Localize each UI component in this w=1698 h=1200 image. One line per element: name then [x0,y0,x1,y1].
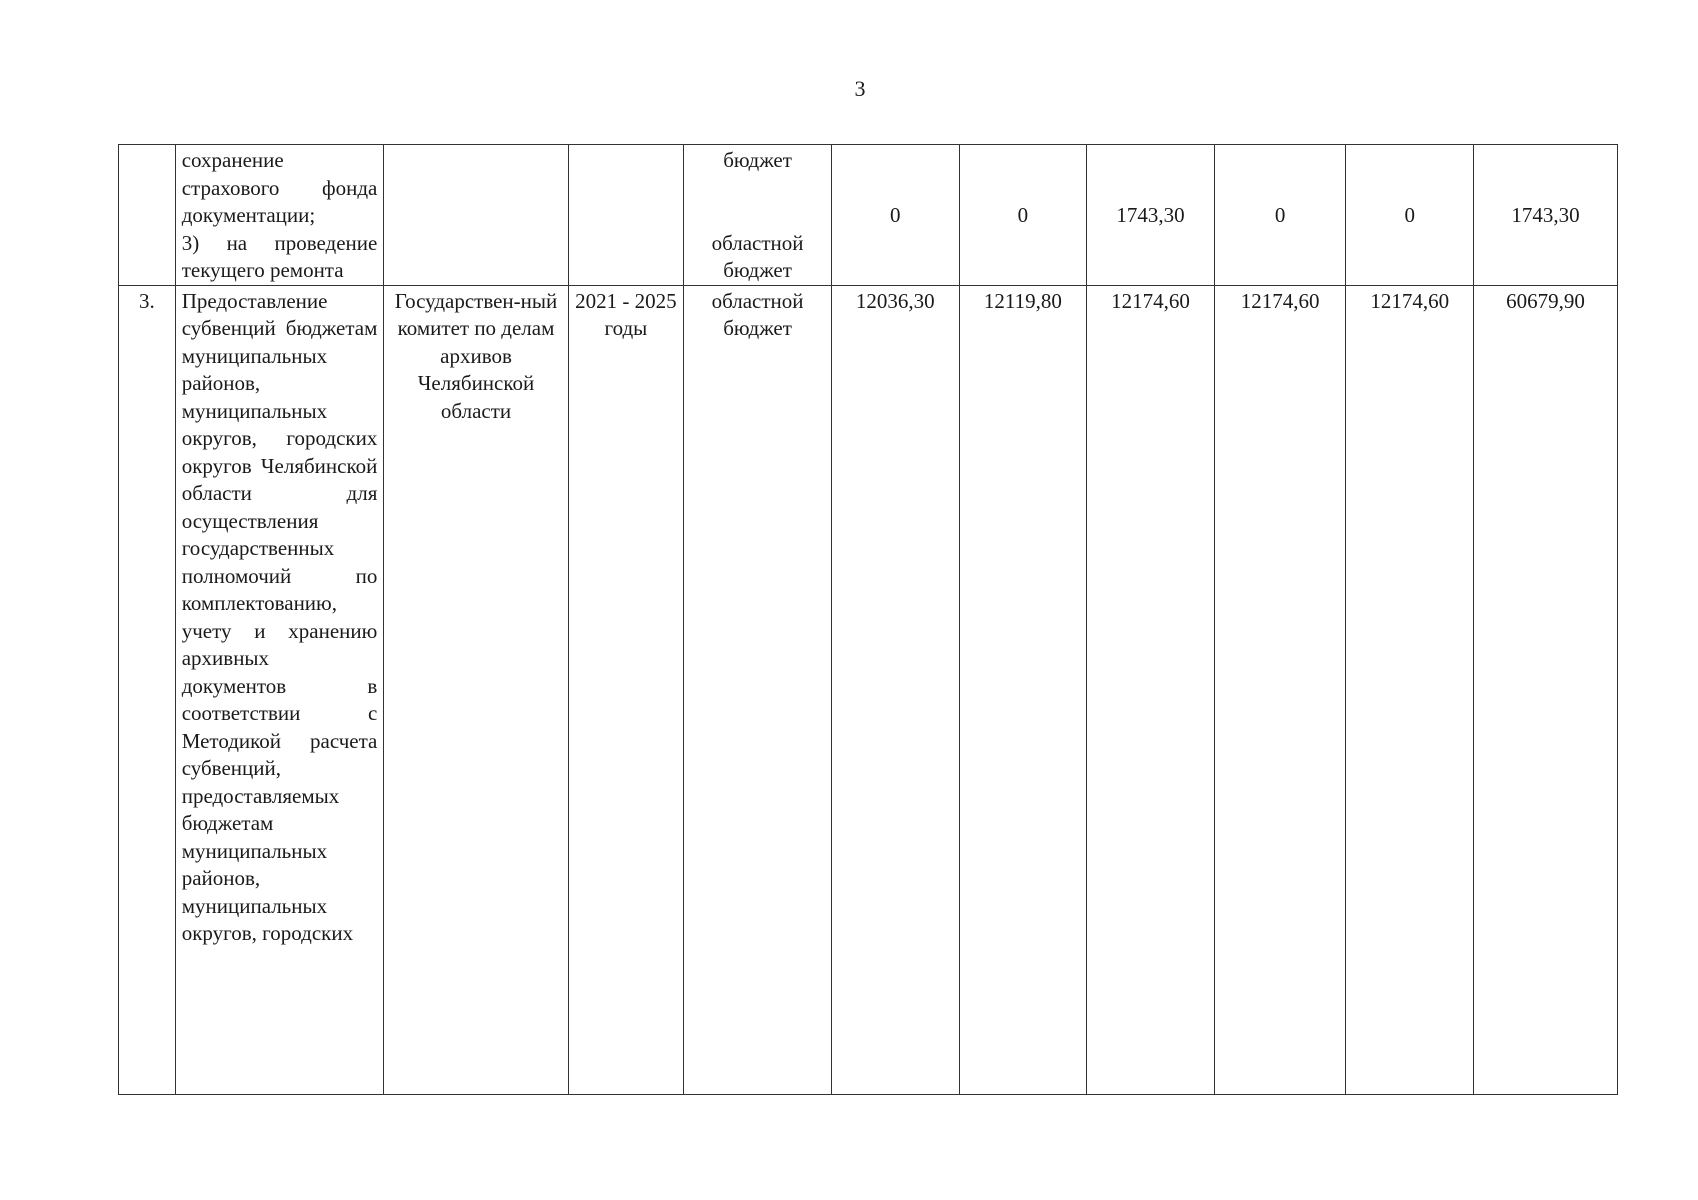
number-cell: 3. [119,285,176,1094]
value-2022: 0 [1017,203,1029,227]
value-cell [1346,145,1474,286]
funding-source-cell [684,145,832,286]
value-2021: 0 [890,203,901,227]
page-number: 3 [854,76,866,101]
value-2025: 12174,60 [1346,285,1474,1094]
financing-table [118,144,1618,1095]
activity-name-cell: Предоставление субвенций бюджетам муниципальных районов, муниципальных округов, городских округов Челябинской области для осуществления государственных полномочий по комплектованию, учету и хранению архивных документов в соответствии с Методикой расчета субвенций, предоставляемых бюджетам муниципальных районов, муниципальных округов, городских [175,285,384,1094]
number-cell [119,145,176,286]
activity-name-cell [175,145,384,286]
table-row [119,285,1618,1094]
value-total: 1743,30 [1511,203,1580,227]
value-total: 60679,90 [1474,285,1618,1094]
value-2022: 12119,80 [959,285,1087,1094]
funding-source-top: бюджет [723,148,792,172]
funding-source: областной бюджет [711,230,804,282]
period-cell: 2021 - 2025 годы [568,285,683,1094]
value-cell [1214,145,1346,286]
value-2023: 1743,30 [1116,203,1185,227]
value-cell [959,145,1087,286]
executor-cell [384,145,568,286]
value-cell [1474,145,1618,286]
value-cell [1087,145,1215,286]
executor-cell: Государствен-ный комитет по делам архивов Челябинской области [384,285,568,1094]
value-2025: 0 [1404,203,1416,227]
value-2021: 12036,30 [832,285,960,1094]
value-cell [832,145,960,286]
value-2023: 12174,60 [1087,285,1215,1094]
value-2024: 0 [1274,203,1286,227]
value-2024: 12174,60 [1214,285,1346,1094]
activity-name-part: 3) на проведение текущего ремонта [181,230,378,282]
funding-source-cell: областной бюджет [684,285,832,1094]
activity-name-part: сохранение страхового фонда документации; [181,148,378,227]
table-row [119,145,1618,286]
period-cell [568,145,683,286]
